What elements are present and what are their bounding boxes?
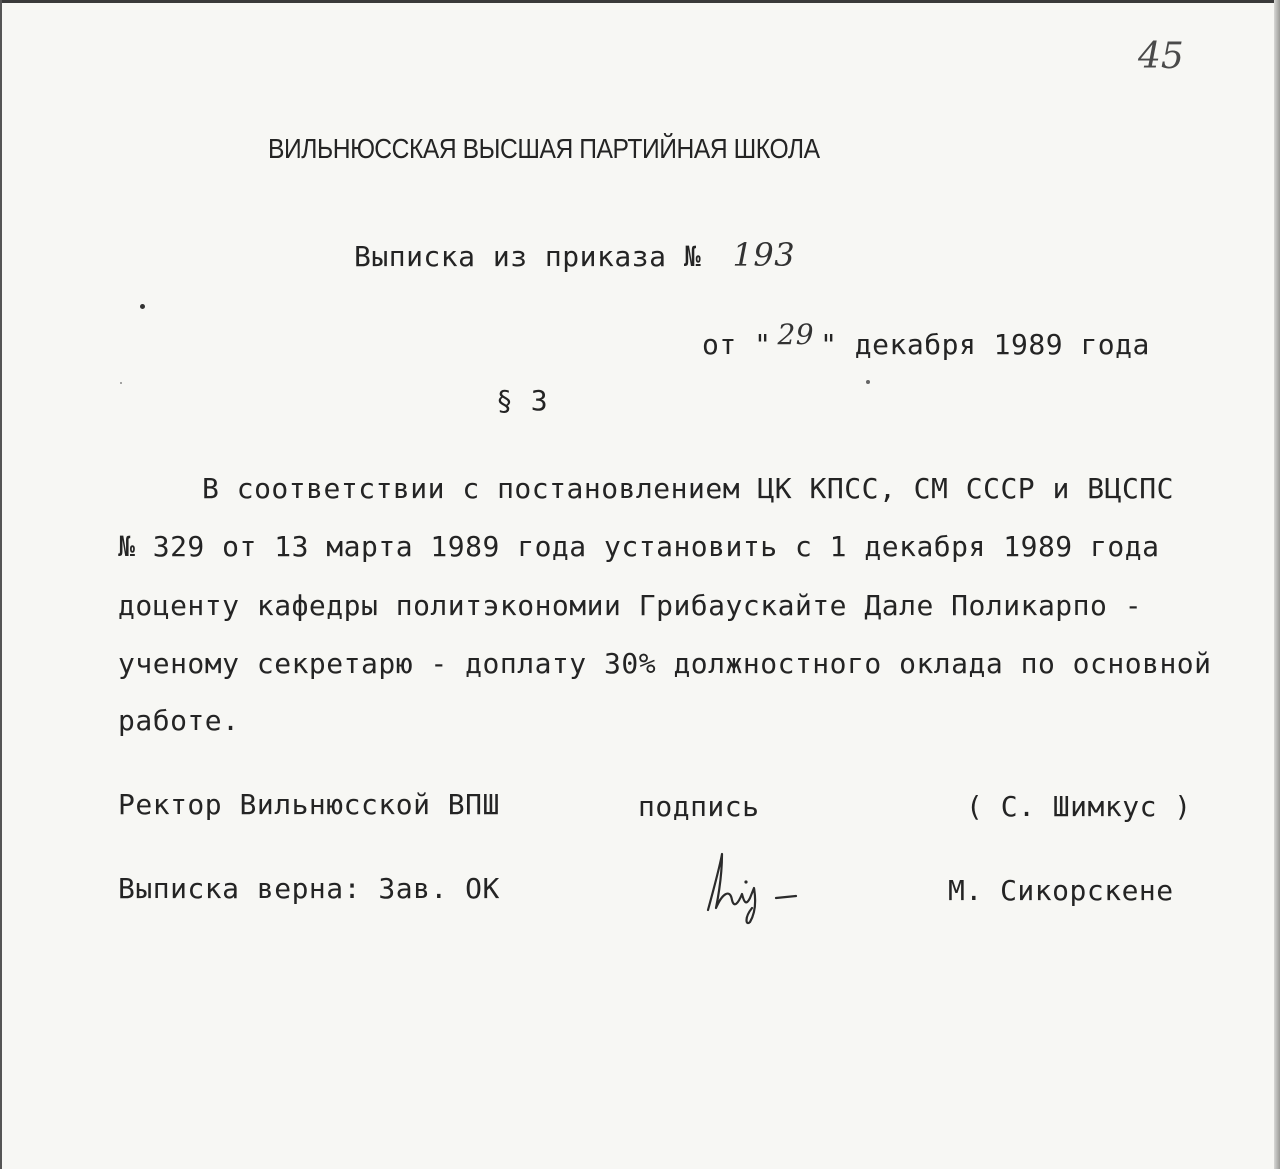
signature-scribble-icon <box>700 848 820 928</box>
stray-dot <box>140 304 145 309</box>
section-number: § 3 <box>496 384 549 417</box>
body-line-1: В соответствии с постановлением ЦК КПСС, СМ СССР и ВЦСПС <box>202 472 1175 505</box>
body-line-5: работе. <box>118 704 240 737</box>
date-prefix: от " <box>702 328 772 361</box>
scan-edge-left <box>0 0 2 1169</box>
order-day: 29 <box>777 318 815 351</box>
order-title-prefix: Выписка из приказа № <box>354 240 702 273</box>
body-line-3: доценту кафедры политэкономии Грибаускайте Дале Поликарпо - <box>118 589 1143 622</box>
institution-heading: ВИЛЬНЮССКАЯ ВЫСШАЯ ПАРТИЙНАЯ ШКОЛА <box>268 133 820 164</box>
rector-label: Ректор Вильнюсской ВПШ <box>118 788 500 821</box>
scan-edge-top <box>0 0 1280 3</box>
order-date <box>702 318 1150 362</box>
verified-label: Выписка верна: Зав. ОК <box>118 872 500 905</box>
date-suffix: " декабря 1989 года <box>820 328 1150 361</box>
body-line-2: № 329 от 13 марта 1989 года установить с 1 декабря 1989 года <box>118 530 1160 563</box>
body-line-4: ученому секретарю - доплату 30% должностного оклада по основной <box>118 647 1212 680</box>
order-number: 193 <box>732 236 796 274</box>
order-title <box>354 238 795 274</box>
rector-name: ( С. Шимкус ) <box>966 790 1192 823</box>
signature-word: подпись <box>638 790 760 823</box>
speck <box>866 380 870 384</box>
archive-mark: 45 <box>1138 36 1184 77</box>
verified-name: М. Сикорскене <box>948 874 1174 907</box>
scan-edge-right <box>1274 0 1280 1169</box>
handwritten-signature <box>700 848 820 932</box>
speck <box>120 382 122 384</box>
